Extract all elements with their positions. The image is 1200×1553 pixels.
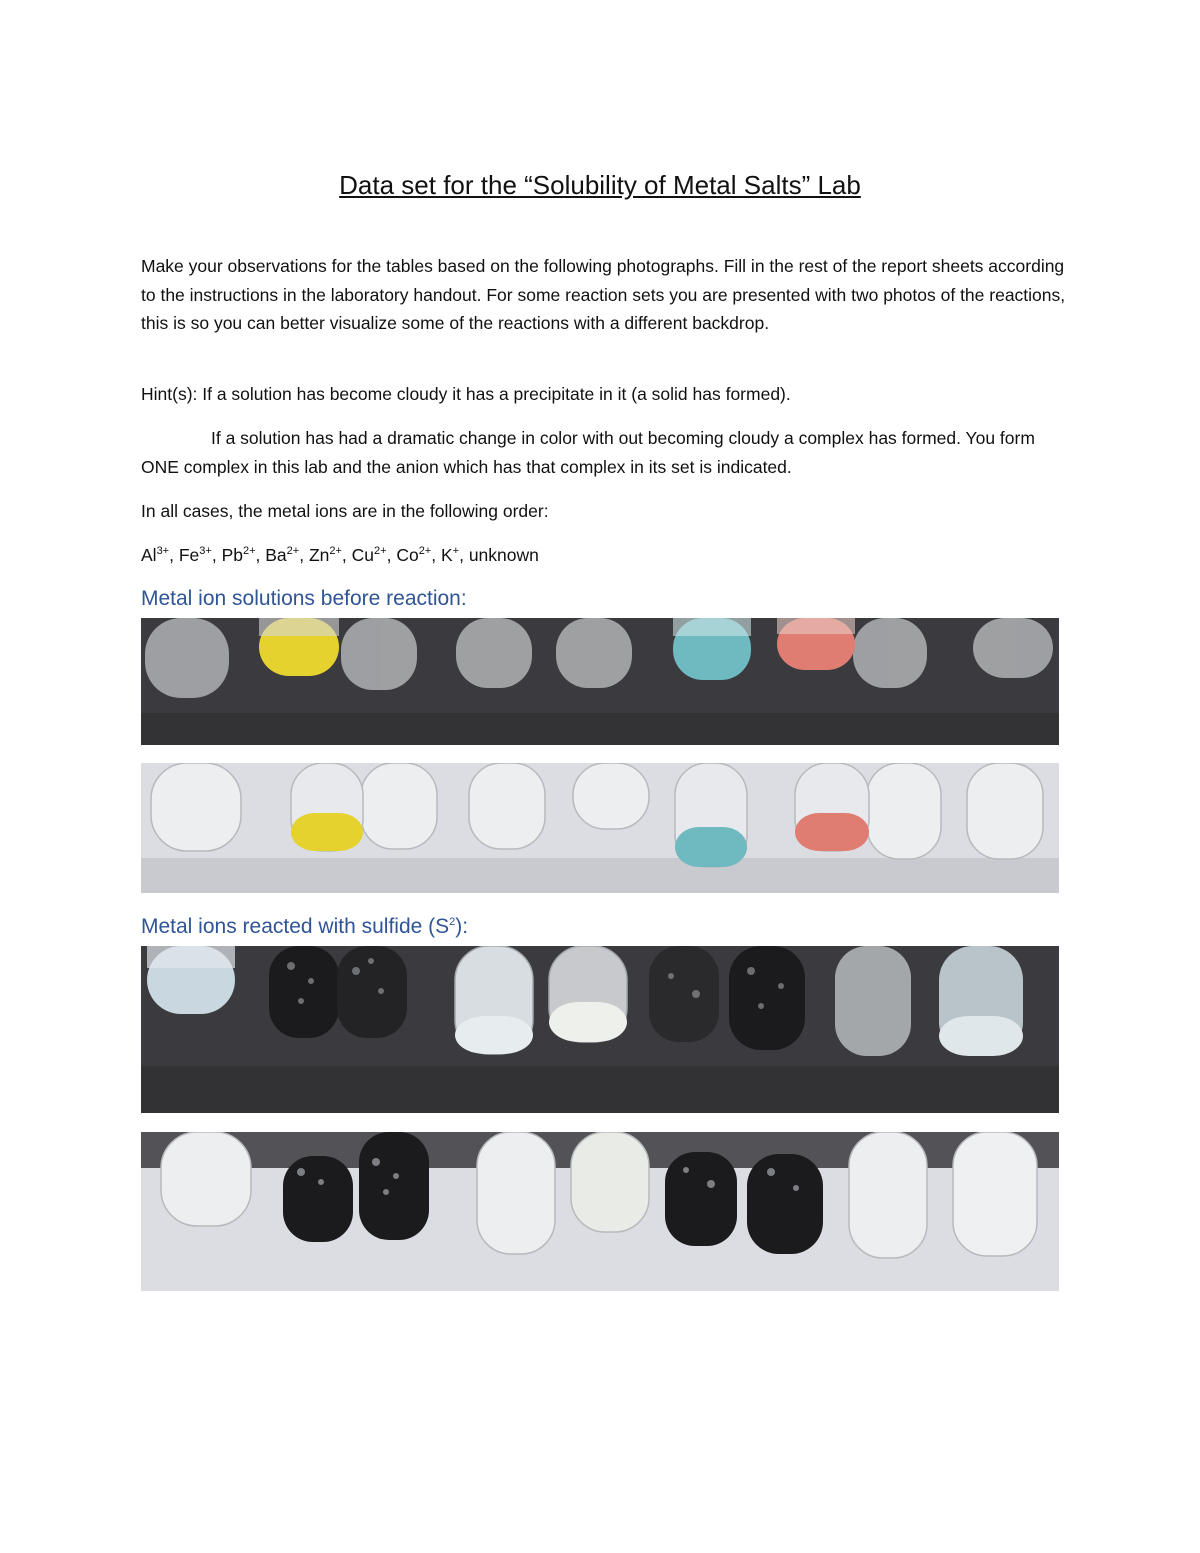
sulfide-heading-prefix: Metal ions reacted with sulfide (S — [141, 915, 450, 938]
photo-before-light — [141, 763, 1059, 893]
page-title: Data set for the “Solubility of Metal Salts” Lab — [339, 170, 861, 200]
complex-paragraph — [141, 424, 1066, 481]
ion-fe — [179, 545, 212, 565]
sulfide-heading-suffix: ): — [455, 915, 469, 938]
photo-sulfide-dark — [141, 946, 1059, 1113]
sulfide-charge: 2 — [449, 916, 456, 928]
ion-charge: 2+ — [286, 545, 300, 558]
ion-charge: + — [452, 545, 460, 558]
ion-charge: 2+ — [374, 545, 387, 558]
ion-symbol: Ba — [265, 545, 287, 565]
section-heading-sulfide — [141, 915, 468, 939]
ion-symbol: K — [440, 545, 453, 565]
ion-symbol: Fe — [178, 545, 200, 565]
ion-al — [141, 545, 169, 565]
ion-symbol: Pb — [221, 545, 243, 565]
ion-symbol: Co — [396, 545, 419, 565]
section-heading-before-reaction: Metal ion solutions before reaction: — [141, 587, 467, 610]
ion-charge: 2+ — [329, 545, 342, 558]
ion-pb — [222, 545, 256, 565]
ion-charge: 2+ — [242, 545, 256, 558]
ion-charge: 3+ — [156, 545, 170, 558]
ion-unknown: unknown — [468, 545, 539, 565]
photo-sulfide-light — [141, 1132, 1059, 1291]
ion-co — [396, 545, 431, 565]
ion-symbol: Al — [141, 545, 157, 565]
hint-paragraph: Hint(s): If a solution has become cloudy it has a precipitate in it (a solid has formed). — [141, 384, 791, 404]
ion-symbol: Cu — [351, 545, 375, 565]
ion-ba — [265, 545, 299, 565]
intro-paragraph: Make your observations for the tables based on the following photographs. Fill in the rest of the report sheets according to the instructions in the laboratory handout. For some reaction sets you are presented with two photos of the reactions, this is so you can better visualize some of the reactions with a different backdrop. — [141, 256, 1066, 333]
ion-zn — [309, 545, 342, 565]
ion-order-list: $Al^{3+}$, $Fe^{3+}$, $Pb^{2+}$, $Ba^{2+}$, $Zn^{2+}$, $Cu^{2+}$, $Co^{2+}$, K+, unknown — [141, 545, 539, 565]
ion-symbol: Zn — [308, 545, 330, 565]
photo-before-dark — [141, 618, 1059, 745]
ion-cu — [352, 545, 387, 565]
ion-charge: 2+ — [418, 545, 432, 558]
ion-charge: 3+ — [199, 545, 212, 558]
ion-k — [441, 545, 459, 565]
order-intro: In all cases, the metal ions are in the following order: — [141, 501, 549, 521]
complex-text: If a solution has had a dramatic change in color with out becoming cloudy a complex has formed. You form ONE complex in this lab and the anion which has that complex in its set is indicated. — [141, 428, 1035, 477]
